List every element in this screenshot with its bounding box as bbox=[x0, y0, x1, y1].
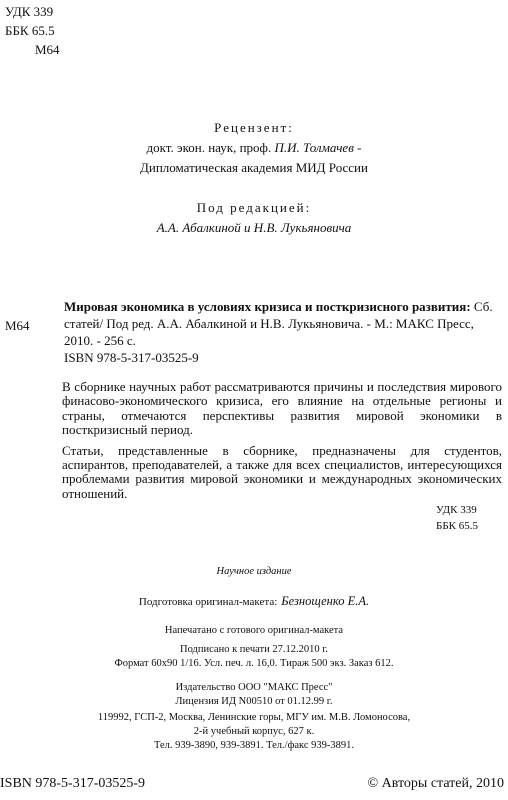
catalog-title: Мировая экономика в условиях кризиса и посткризисного развития: bbox=[64, 299, 471, 314]
layout-label: Подготовка оригинал-макета: bbox=[138, 596, 278, 608]
license: Лицензия ИД N00510 от 01.12.99 г. bbox=[175, 696, 333, 707]
reviewer-heading: Рецензент: bbox=[214, 120, 294, 135]
reviewer-affiliation: Дипломатическая академия МИД России bbox=[140, 160, 368, 175]
catalog-details: Сб. статей/ Под ред. А.А. Абалкиной и Н.В. Лукьяновича. - М.: МАКС Пресс, 2010. - 256 с. bbox=[64, 299, 493, 348]
layout-credit bbox=[0, 592, 508, 610]
layout-name: Безнощенко Е.А. bbox=[281, 594, 370, 608]
reviewer-line1 bbox=[0, 140, 508, 156]
catalog-isbn: ISBN 978-5-317-03525-9 bbox=[64, 350, 199, 365]
reviewer-dash: - bbox=[353, 140, 362, 155]
edition-type: Научное издание bbox=[216, 566, 292, 577]
bottom-udk: УДК 339 bbox=[436, 504, 477, 516]
footer-copyright: © Авторы статей, 2010 bbox=[367, 776, 504, 791]
address-line-2: 2-й учебный корпус, 627 к. bbox=[193, 726, 315, 737]
print-format: Формат 60х90 1/16. Усл. печ. л. 16,0. Тираж 500 экз. Заказ 612. bbox=[114, 658, 394, 669]
catalog-entry bbox=[64, 298, 504, 366]
reviewer-degree: докт. экон. наук, проф. bbox=[146, 140, 275, 155]
publisher: Издательство ООО "МАКС Пресс" bbox=[175, 682, 333, 693]
annotation-paragraph-2: Статьи, представленные в сборнике, предназначены для студентов, аспирантов, преподавателей, а также для всех специалистов, интересующихся проблемами развития мировой экономики и международных экономических отношений. bbox=[62, 442, 502, 501]
top-code: М64 bbox=[35, 42, 60, 57]
signed-date: Подписано к печати 27.12.2010 г. bbox=[180, 644, 328, 655]
annotation bbox=[62, 380, 502, 507]
catalog-description bbox=[64, 298, 504, 349]
annotation-paragraph-1: В сборнике научных работ рассматриваются причины и последствия мирового финасово-экономического кризиса, его влияние на отдельные регионы и страны, отмечаются перспективы развития мировой экономики в посткризисный период. bbox=[62, 379, 502, 438]
footer-isbn: ISBN 978-5-317-03525-9 bbox=[0, 776, 146, 791]
catalog-code: М64 bbox=[5, 318, 30, 333]
top-classification bbox=[5, 2, 60, 59]
reviewer-name: П.И. Толмачев bbox=[274, 140, 354, 155]
phones: Тел. 939-3890, 939-3891. Тел./факс 939-3891. bbox=[153, 740, 355, 751]
editors-heading: Под редакцией: bbox=[196, 200, 312, 215]
address-line-1: 119992, ГСП-2, Москва, Ленинские горы, МГУ им. М.В. Ломоносова, bbox=[97, 712, 411, 723]
printed-from: Напечатано с готового оригинал-макета bbox=[164, 625, 344, 636]
top-udk: УДК 339 bbox=[5, 4, 54, 19]
editors-names: А.А. Абалкиной и Н.В. Лукьяновича bbox=[156, 220, 352, 235]
bottom-classification bbox=[436, 502, 478, 534]
bottom-bbk: ББК 65.5 bbox=[436, 520, 478, 532]
top-bbk: ББК 65.5 bbox=[5, 23, 55, 38]
